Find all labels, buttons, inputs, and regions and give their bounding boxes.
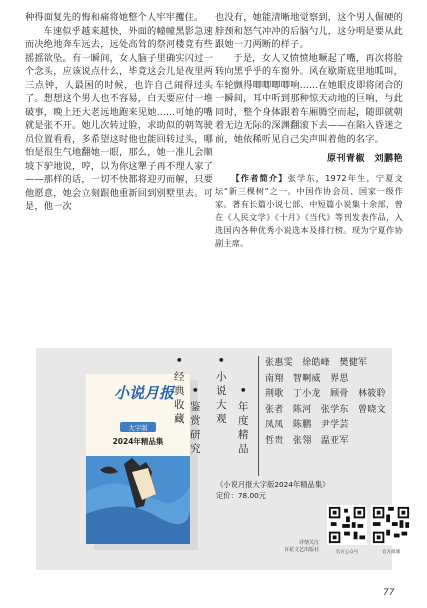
article-column-right (215, 11, 403, 250)
qr-label: 官方公众号 (335, 550, 359, 555)
qr-label: 官方商城 (382, 550, 400, 555)
author-list (265, 356, 386, 450)
article-column-left (25, 11, 213, 214)
category-fiction-overview: • 小 说 大 观 (216, 354, 227, 425)
divider-line (258, 356, 259, 476)
page-number: 77 (383, 588, 395, 598)
article-paragraph: 车速似乎越来越快，外面的幢幢黑影急速而决绝地奔车远去，远处高耸的祭河楼竟有些摇摇欲坠。有一瞬间，女人脑子里确实闪过一个念头，应该说点什么，毕竟这会儿是夜里两三点钟，人最困的时候，也许自己闹得过头了。想想这个男人也不容易，白天要应付一堆破事，晚上还大老远地跑来见她……可她的嘴就是张不开。她儿次转过脸，求助似的朝驾驶员位置看看，多希望这时他也能回转过头，哪怕是很生气地翻她一眼，那么，她一准儿会顺坡下驴地说，哼，以为你这犟子再不理人家了——那样的话，一切不快都将迎刃而解，只要他愿意，她会立刻跟他重新回到别墅里去。可是，他一次 (25, 25, 213, 212)
article-paragraph: 也没有，她能清晰地觉察到，这个男人倔硬的脖颈和怒气冲冲的后脑勺儿，这分明是要从此跟她一刀两断的样子。 (215, 12, 403, 50)
category-classic: • 经 典 收 藏 (174, 354, 185, 425)
article-paragraph: 种得面复先的悔和痛将她整个人牢牢攫住。 (25, 12, 204, 23)
author-bio-label: 【作者简介】 (231, 172, 288, 183)
category-appreciation: • 鉴 赏 研 究 (190, 384, 201, 455)
book-badge: 大字版 (128, 424, 148, 432)
book-subtitle: 2024年精品集 (112, 437, 164, 446)
author-bio-text: 张学东，1972年生，宁夏文坛“新三棵树”之一。中国作协会员、国家一级作家。著有长篇小说七部、中短篇小说集十余部，曾在《人民文学》《十月》《当代》等刊发表作品，入选国内各种优秀小说选本及排行榜。现为宁夏作协副主席。 (215, 172, 404, 248)
category-annual-selection: • 年 度 精 品 (238, 384, 249, 455)
book-promo-band (36, 348, 400, 570)
author-row: 凤凤 陈鹏 尹学芸 (265, 420, 349, 431)
qr-code-icon (371, 505, 411, 545)
author-row: 张者 陈河 张学东 曾晓文 (265, 404, 386, 415)
qr-official-store[interactable] (370, 505, 412, 556)
book-price: 定价：78.00元 (216, 491, 267, 500)
author-row: 哲贵 张翎 温亚军 (265, 435, 349, 446)
author-row: 南翔 智啊威 界思 (265, 373, 349, 384)
book-caption (216, 479, 329, 501)
qr-official-account[interactable] (326, 505, 368, 556)
author-bio (215, 172, 403, 250)
follow-note: 详情关注 百花文艺出版社 (284, 540, 320, 553)
book-title: 小说月报 (113, 384, 174, 402)
source-credit: 原刊青椒 刘鹏艳 (326, 154, 403, 164)
qr-code-icon (327, 505, 367, 545)
author-row: 荆歌 丁小龙 顾骨 林筱聆 (265, 389, 386, 400)
article-paragraph: 于是，女人又愤愤地噘起了嘴，再次将脸转向黑乎乎的车窗外。风在歇斯底里地呱叫，车轮颤得唧唧唧唧响……在她眼皮即将闭合的一瞬间，耳中听到那种惊天动地的巨响，与此同时，整个身体跟着车厢腾空而起，随即就朝着无边无际的深渊翻滚下去——在陷入昏迷之前，她依稀听见自己尖声叫着他的名字。 (215, 52, 403, 145)
author-row: 张惠雯 徐皓峰 樊健军 (265, 358, 368, 368)
book-caption-title: 《小说月报大字版2024年精品集》 (216, 480, 330, 489)
